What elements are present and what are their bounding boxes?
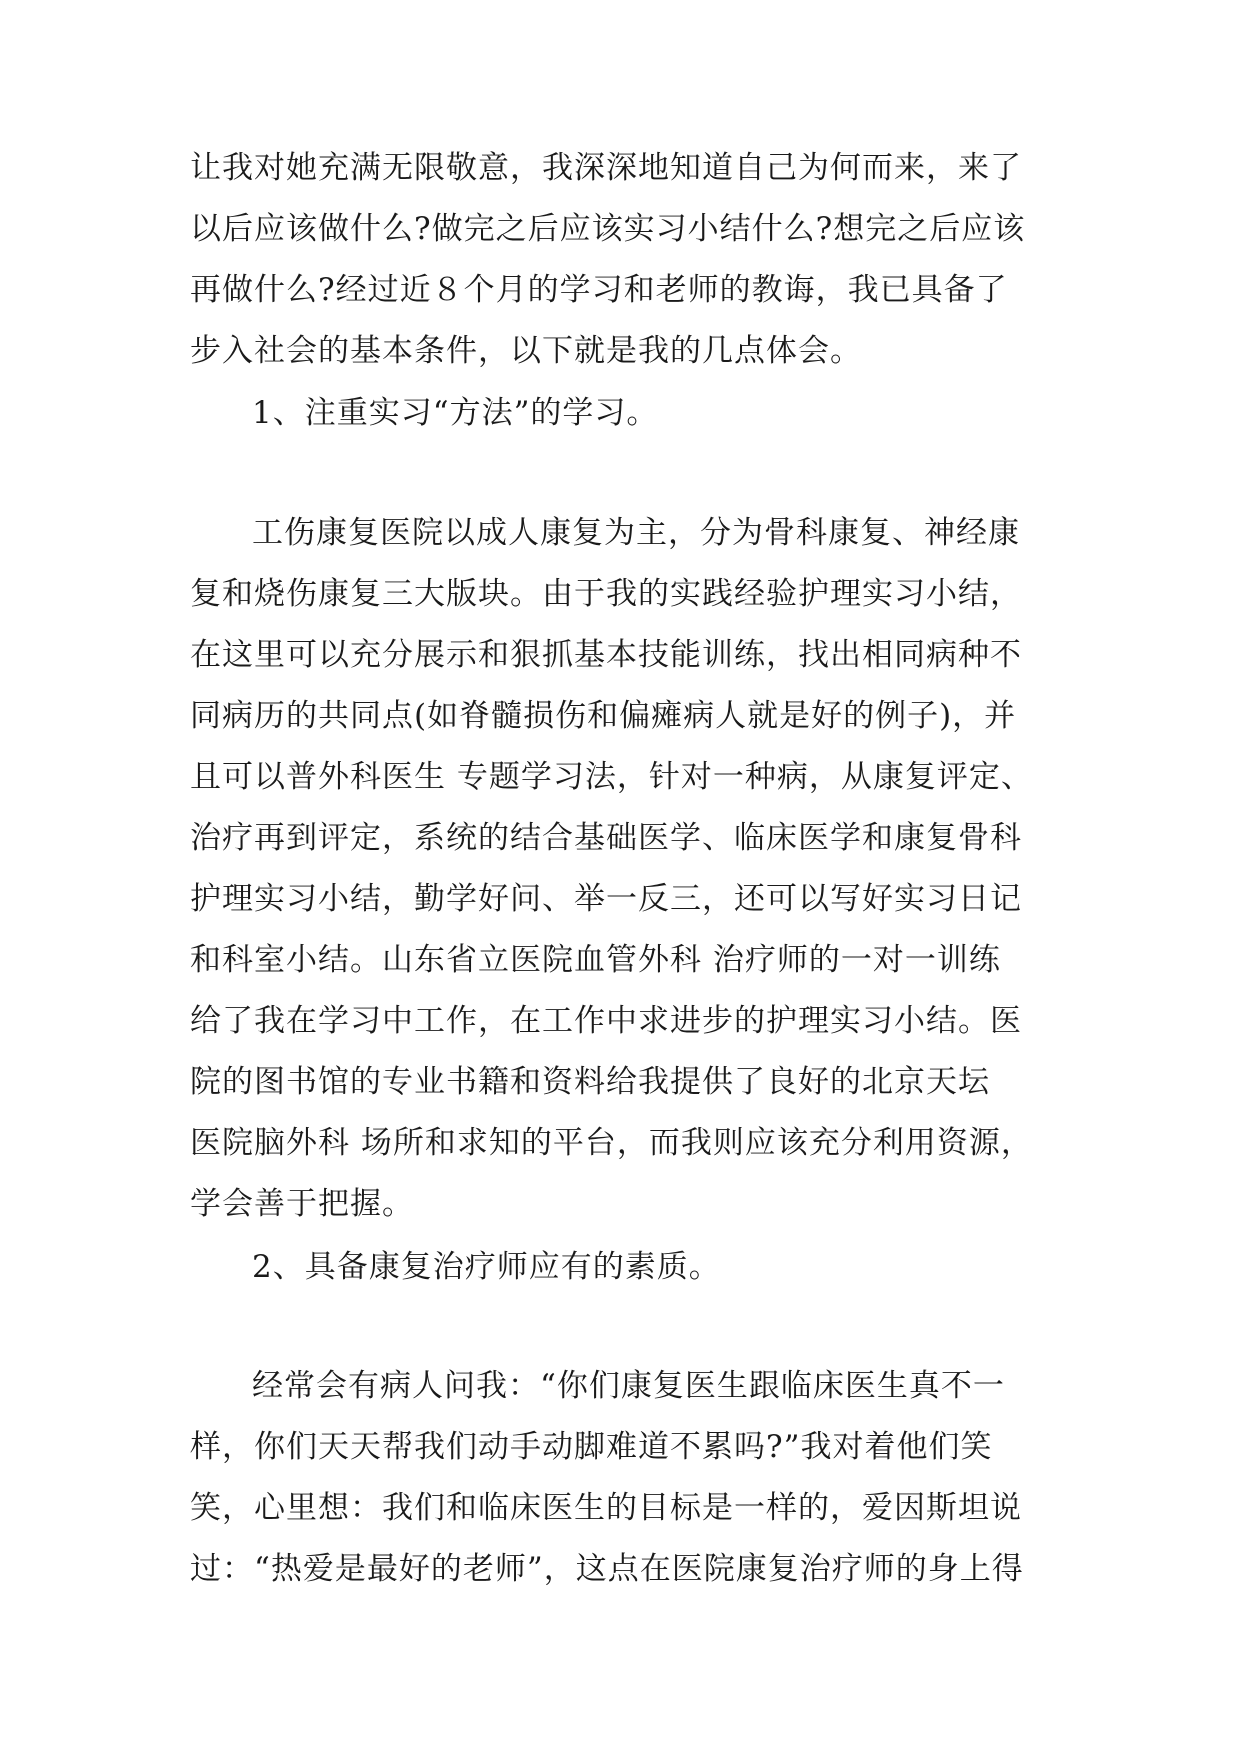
paragraph-intro — [190, 138, 1060, 382]
text-line: 步入社会的基本条件，以下就是我的几点体会。 — [190, 333, 862, 369]
text-line: 过：“热爱是最好的老师”，这点在医院康复治疗师的身上得 — [190, 1551, 1024, 1587]
text-line: 院的图书馆的专业书籍和资料给我提供了良好的北京天坛 — [190, 1064, 990, 1100]
text-line: 让我对她充满无限敬意，我深深地知道自己为何而来，来了 — [190, 150, 1022, 186]
text-line: 且可以普外科医生 专题学习法，针对一种病，从康复评定、 — [190, 759, 1033, 795]
text-line: 笑，心里想：我们和临床医生的目标是一样的，爱因斯坦说 — [190, 1490, 1022, 1526]
section-heading-2 — [190, 1237, 1060, 1298]
text-line: 治疗再到评定，系统的结合基础医学、临床医学和康复骨科 — [190, 820, 1022, 856]
text-line: 在这里可以充分展示和狠抓基本技能训练，找出相同病种不 — [190, 637, 1022, 673]
text-line: 学会善于把握。 — [190, 1186, 414, 1222]
text-line: 工伤康复医院以成人康复为主，分为骨科康复、神经康 — [252, 515, 1020, 551]
text-line: 给了我在学习中工作，在工作中求进步的护理实习小结。医 — [190, 1003, 1022, 1039]
heading-text: 2、具备康复治疗师应有的素质。 — [252, 1249, 721, 1285]
text-line: 经常会有病人问我：“你们康复医生跟临床医生真不一 — [252, 1368, 1005, 1404]
text-line: 复和烧伤康复三大版块。由于我的实践经验护理实习小结， — [190, 576, 1022, 612]
paragraph-2 — [190, 1356, 1060, 1600]
text-line: 再做什么?经过近８个月的学习和老师的教诲，我已具备了 — [190, 272, 1008, 308]
text-line: 医院脑外科 场所和求知的平台，而我则应该充分利用资源， — [190, 1125, 1033, 1161]
section-heading-1 — [190, 383, 1060, 444]
text-line: 护理实习小结，勤学好问、举一反三，还可以写好实习日记 — [190, 881, 1022, 917]
heading-text: 1、注重实习“方法”的学习。 — [252, 395, 659, 431]
text-line: 和科室小结。山东省立医院血管外科 治疗师的一对一训练 — [190, 942, 1001, 978]
paragraph-1 — [190, 503, 1060, 1235]
text-line: 样，你们天天帮我们动手动脚难道不累吗?”我对着他们笑 — [190, 1429, 993, 1465]
text-line: 同病历的共同点(如脊髓损伤和偏瘫病人就是好的例子)，并 — [190, 698, 1017, 734]
text-line: 以后应该做什么?做完之后应该实习小结什么?想完之后应该 — [190, 211, 1026, 247]
